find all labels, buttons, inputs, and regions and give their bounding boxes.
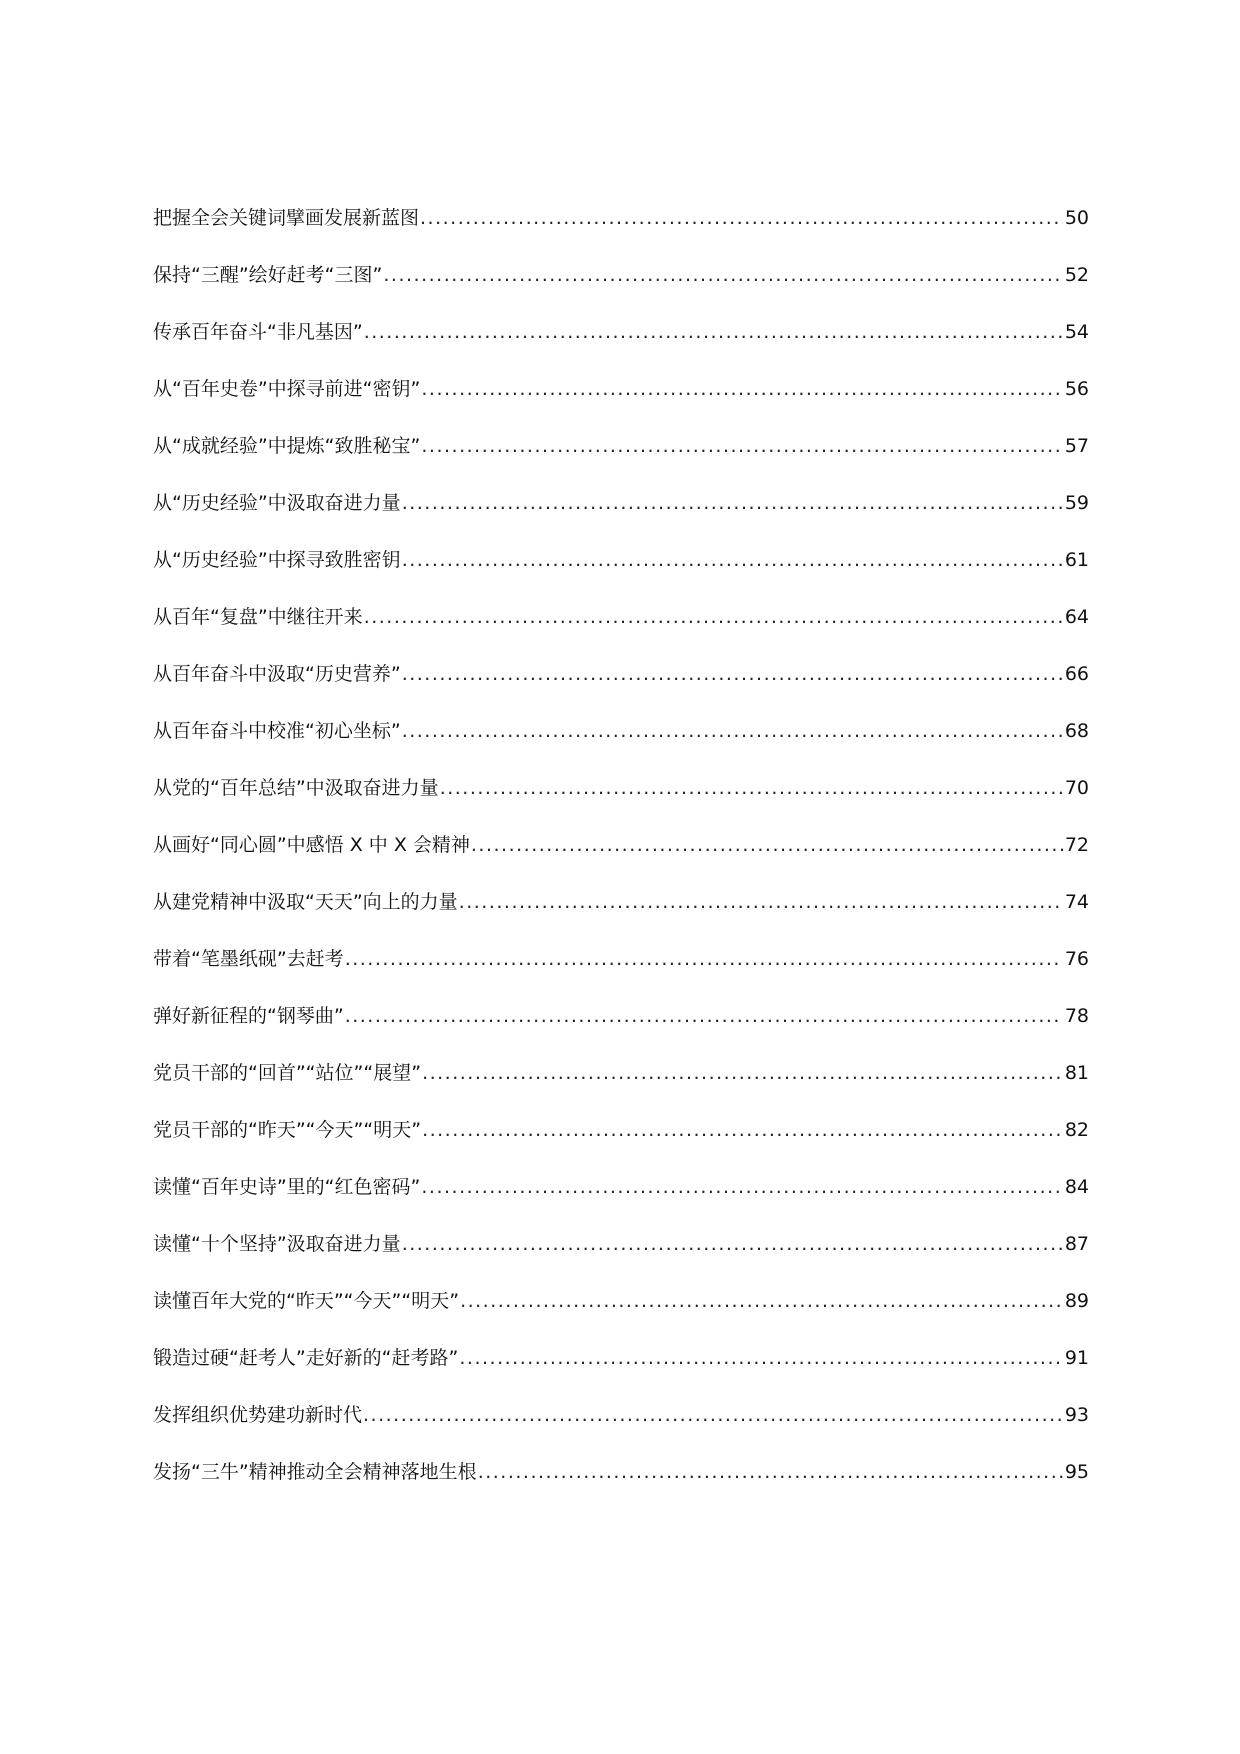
toc-entry-title: 保持“三醒”绘好赶考“三图” (153, 264, 383, 286)
toc-entry-page-number: 66 (1064, 663, 1089, 685)
toc-entry[interactable] (153, 1004, 1089, 1061)
toc-entry-title: 从党的“百年总结”中汲取奋进力量 (153, 777, 439, 799)
toc-entry[interactable] (153, 833, 1089, 890)
dot-leader (402, 548, 1063, 572)
dot-leader (440, 776, 1063, 800)
toc-entry-title: 从建党精神中汲取“天天”向上的力量 (153, 891, 458, 913)
toc-entry[interactable] (153, 320, 1089, 377)
dot-leader (402, 719, 1063, 743)
toc-entry[interactable] (153, 491, 1089, 548)
dot-leader (345, 947, 1063, 971)
dot-leader (364, 320, 1063, 344)
toc-entry[interactable] (153, 1460, 1089, 1517)
toc-entry-page-number: 59 (1064, 492, 1089, 514)
toc-entry[interactable] (153, 1289, 1089, 1346)
toc-entry-title: 弹好新征程的“钢琴曲” (153, 1005, 344, 1027)
toc-entry-page-number: 82 (1064, 1119, 1089, 1141)
toc-entry-page-number: 91 (1064, 1347, 1089, 1369)
toc-entry-page-number: 95 (1064, 1461, 1089, 1483)
toc-entry-page-number: 78 (1064, 1005, 1089, 1027)
toc-entry-title: 从百年奋斗中汲取“历史营养” (153, 663, 401, 685)
toc-entry-page-number: 72 (1064, 834, 1089, 856)
toc-entry[interactable] (153, 1346, 1089, 1403)
toc-entry[interactable] (153, 662, 1089, 719)
dot-leader (364, 605, 1063, 629)
toc-entry-title: 从“历史经验”中探寻致胜密钥 (153, 549, 401, 571)
toc-entry-title: 传承百年奋斗“非凡基因” (153, 321, 363, 343)
dot-leader (402, 491, 1063, 515)
toc-entry[interactable] (153, 1061, 1089, 1118)
toc-entry-title: 从画好“同心圆”中感悟 X 中 X 会精神 (153, 834, 470, 856)
dot-leader (383, 263, 1062, 287)
toc-entry-page-number: 70 (1064, 777, 1089, 799)
toc-entry-title: 把握全会关键词擘画发展新蓝图 (153, 207, 420, 229)
dot-leader (471, 833, 1063, 857)
toc-entry-page-number: 57 (1064, 435, 1089, 457)
toc-entry-title: 党员干部的“回首”“站位”“展望” (153, 1062, 422, 1084)
toc-entry-title: 党员干部的“昨天”“今天”“明天” (153, 1119, 422, 1141)
dot-leader (422, 1061, 1063, 1085)
dot-leader (421, 1175, 1062, 1199)
toc-entry-title: 读懂百年大党的“昨天”“今天”“明天” (153, 1290, 460, 1312)
toc-entry[interactable] (153, 377, 1089, 434)
dot-leader (363, 1403, 1063, 1427)
dot-leader (422, 1118, 1063, 1142)
toc-entry-title: 带着“笔墨纸砚”去赶考 (153, 948, 344, 970)
table-of-contents (153, 206, 1089, 1517)
toc-entry-page-number: 84 (1064, 1176, 1089, 1198)
toc-entry-page-number: 68 (1064, 720, 1089, 742)
toc-entry-title: 从“历史经验”中汲取奋进力量 (153, 492, 401, 514)
toc-entry-title: 读懂“十个坚持”汲取奋进力量 (153, 1233, 401, 1255)
toc-entry-title: 从百年奋斗中校准“初心坐标” (153, 720, 401, 742)
toc-entry[interactable] (153, 1175, 1089, 1232)
dot-leader (345, 1004, 1063, 1028)
dot-leader (421, 434, 1062, 458)
dot-leader (402, 1232, 1063, 1256)
toc-entry[interactable] (153, 1118, 1089, 1175)
toc-entry[interactable] (153, 1232, 1089, 1289)
toc-entry[interactable] (153, 206, 1089, 263)
toc-entry[interactable] (153, 434, 1089, 491)
toc-entry-title: 从“百年史卷”中探寻前进“密钥” (153, 378, 421, 400)
toc-entry-title: 锻造过硬“赶考人”走好新的“赶考路” (153, 1347, 459, 1369)
toc-entry-page-number: 76 (1064, 948, 1089, 970)
toc-entry-page-number: 56 (1064, 378, 1089, 400)
dot-leader (460, 1289, 1063, 1313)
toc-entry[interactable] (153, 890, 1089, 947)
toc-entry[interactable] (153, 947, 1089, 1004)
toc-entry-title: 从百年“复盘”中继往开来 (153, 606, 363, 628)
toc-entry[interactable] (153, 263, 1089, 320)
toc-entry-title: 从“成就经验”中提炼“致胜秘宝” (153, 435, 421, 457)
dot-leader (459, 1346, 1062, 1370)
toc-entry-page-number: 74 (1064, 891, 1089, 913)
toc-entry[interactable] (153, 776, 1089, 833)
toc-entry-page-number: 89 (1064, 1290, 1089, 1312)
toc-entry[interactable] (153, 719, 1089, 776)
toc-entry[interactable] (153, 548, 1089, 605)
toc-entry-page-number: 87 (1064, 1233, 1089, 1255)
toc-entry-title: 读懂“百年史诗”里的“红色密码” (153, 1176, 421, 1198)
dot-leader (459, 890, 1063, 914)
toc-entry-page-number: 64 (1064, 606, 1089, 628)
toc-entry-page-number: 61 (1064, 549, 1089, 571)
toc-entry-title: 发扬“三牛”精神推动全会精神落地生根 (153, 1461, 477, 1483)
dot-leader (402, 662, 1063, 686)
toc-entry-page-number: 93 (1064, 1404, 1089, 1426)
toc-entry-page-number: 81 (1064, 1062, 1089, 1084)
toc-entry-page-number: 50 (1064, 207, 1089, 229)
dot-leader (421, 377, 1062, 401)
toc-entry[interactable] (153, 1403, 1089, 1460)
dot-leader (478, 1460, 1063, 1484)
toc-entry-page-number: 54 (1064, 321, 1089, 343)
toc-entry-title: 发挥组织优势建功新时代 (153, 1404, 363, 1426)
toc-entry[interactable] (153, 605, 1089, 662)
dot-leader (420, 206, 1063, 230)
toc-entry-page-number: 52 (1064, 264, 1089, 286)
